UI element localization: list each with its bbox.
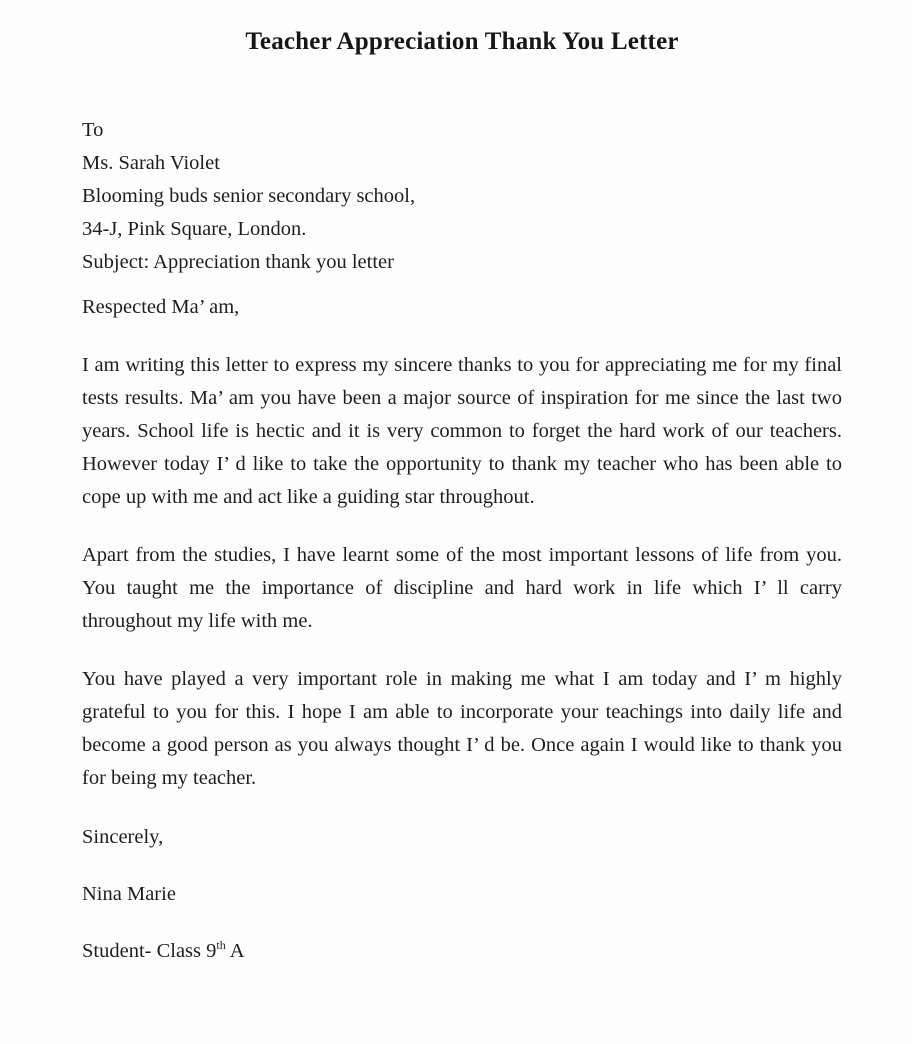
- designation-ordinal: th: [216, 938, 226, 953]
- recipient-block: [82, 114, 842, 246]
- body-paragraph-1: I am writing this letter to express my sincere thanks to you for appreciating me for my final tests results. Ma’ am you have been a major source of inspiration for me since the last two years. School life is hectic and it is very common to forget the hard work of our teachers. However today I’ d like to take the opportunity to thank my teacher who has been able to cope up with me and act like a guiding star throughout.: [82, 354, 842, 508]
- greeting-line: Respected Ma’ am,: [82, 296, 240, 318]
- body-paragraph-2: Apart from the studies, I have learnt some of the most important lessons of life from you. You taught me the importance of discipline and hard work in life which I’ ll carry throughout my life with me.: [82, 544, 842, 632]
- recipient-name: Ms. Sarah Violet: [82, 152, 220, 174]
- recipient-to: To: [82, 119, 104, 141]
- letter-title: Teacher Appreciation Thank You Letter: [245, 28, 679, 55]
- subject-block: [82, 246, 842, 279]
- signoff-line: Sincerely,: [82, 826, 164, 848]
- recipient-school: Blooming buds senior secondary school,: [82, 185, 416, 207]
- designation-suffix: A: [225, 940, 245, 962]
- recipient-address: 34-J, Pink Square, London.: [82, 218, 307, 240]
- signature-name: Nina Marie: [82, 883, 176, 905]
- subject-line: Subject: Appreciation thank you letter: [82, 251, 394, 273]
- designation-prefix: Student- Class 9: [82, 940, 217, 962]
- closing-block: [82, 821, 842, 968]
- signature-designation: [82, 935, 842, 968]
- body-paragraph-3: You have played a very important role in making me what I am today and I’ m highly grateful to you for this. I hope I am able to incorporate your teachings into daily life and become a good person as you always thought I’ d be. Once again I would like to thank you for being my teacher.: [82, 668, 842, 789]
